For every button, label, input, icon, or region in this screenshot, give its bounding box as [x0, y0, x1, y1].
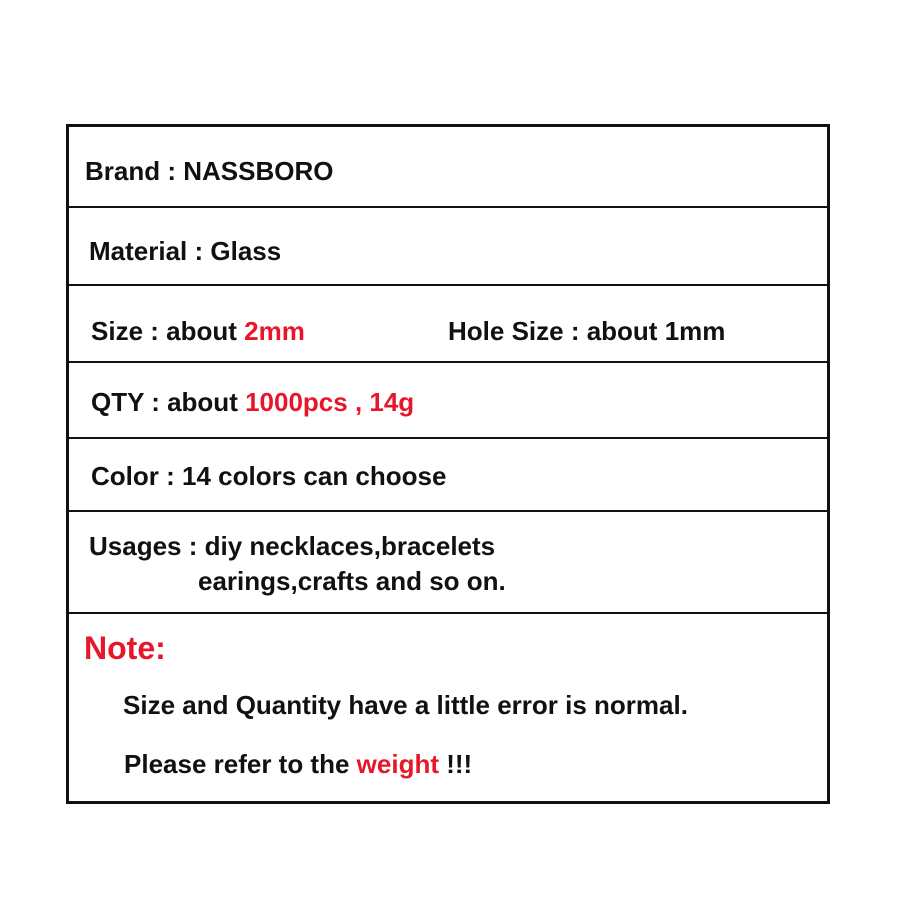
qty-text [91, 387, 414, 417]
material-row [69, 208, 827, 286]
note-line-2-prefix: Please refer to the [124, 749, 357, 779]
hole-size-value: 1mm [664, 316, 726, 346]
color-label: Color : [91, 461, 182, 491]
qty-label: QTY : about [91, 387, 246, 417]
size-row [69, 286, 827, 363]
note-weight-highlight: weight [356, 749, 439, 779]
usages-value-1: diy necklaces,bracelets [204, 531, 496, 561]
usages-value-2: earings,crafts and so on. [198, 566, 506, 596]
size-value: 2mm [244, 316, 305, 346]
note-section [69, 614, 827, 801]
material-label: Material : [89, 236, 211, 266]
size-label: Size : about [91, 316, 245, 346]
usages-line2 [198, 566, 506, 596]
brand-row [69, 127, 827, 208]
brand-label: Brand : [85, 156, 184, 186]
usages-line1 [89, 531, 495, 561]
note-line-2-suffix: !!! [439, 749, 473, 779]
brand-text [85, 156, 333, 186]
qty-row [69, 363, 827, 439]
material-text [89, 236, 281, 266]
usages-label: Usages : [89, 531, 205, 561]
spec-table [66, 124, 830, 804]
hole-size-label: Hole Size : about [448, 316, 665, 346]
note-line-1: Size and Quantity have a little error is normal. [123, 690, 688, 720]
material-value: Glass [210, 236, 282, 266]
note-line-2 [124, 749, 472, 779]
usages-row [69, 512, 827, 614]
color-value: 14 colors can choose [182, 461, 447, 491]
qty-value: 1000pcs , 14g [245, 387, 415, 417]
brand-value: NASSBORO [183, 156, 334, 186]
hole-size-text [448, 316, 725, 346]
color-row [69, 439, 827, 512]
color-text [91, 461, 446, 491]
note-title: Note: [84, 630, 166, 666]
size-text [91, 316, 305, 346]
